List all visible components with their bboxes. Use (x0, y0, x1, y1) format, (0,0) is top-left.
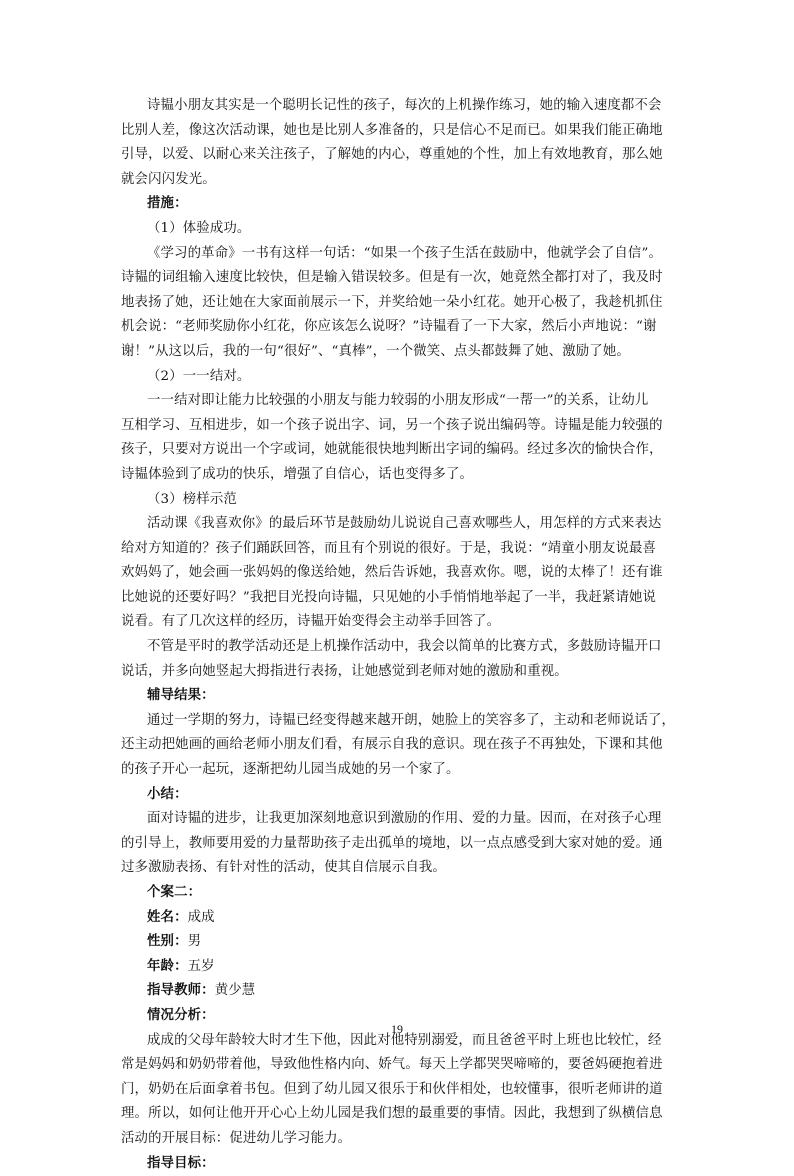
paragraph-line: 通过一学期的努力，诗韫已经变得越来越开朗，她脸上的笑容多了，主动和老师说话了， (147, 712, 676, 728)
paragraph-line: 成成的父母年龄较大时才生下他，因此对他特别溺爱，而且爸爸平时上班也比较忙，经 (147, 1032, 662, 1048)
paragraph-line: 一一结对即让能力比较强的小朋友与能力较弱的小朋友形成“一帮一”的关系，让幼儿 (147, 393, 649, 409)
page-number: 19 (391, 1022, 403, 1036)
section-heading: 辅导结果： (147, 688, 215, 704)
info-field (121, 979, 681, 1004)
paragraph-line: 诗韫体验到了成功的快乐，增强了自信心，话也变得多了。 (121, 466, 474, 482)
paragraph-line: 门，奶奶在后面拿着书包。但到了幼儿园又很乐于和伙伴相处，也较懂事，很听老师讲的道 (121, 1081, 663, 1097)
paragraph-line: （2）一一结对。 (147, 368, 251, 384)
paragraph-line: 说看。有了几次这样的经历，诗韫开始变得会主动举手回答了。 (121, 614, 501, 630)
document-body (121, 94, 681, 1176)
paragraph-line: 过多激励表扬、有针对性的活动，使其自信展示自我。 (121, 860, 446, 876)
paragraph-line: 说话，并多向她竖起大拇指进行表扬，让她感觉到老师对她的激励和重视。 (121, 663, 568, 679)
section-heading: 小结： (147, 786, 188, 802)
paragraph-line: 常是妈妈和奶奶带着他，导致他性格内向、娇气。每天上学都哭哭啼啼的，要爸妈硬抱着进 (121, 1057, 663, 1073)
info-field (121, 930, 681, 955)
paragraph-line: 的引导上，教师要用爱的力量帮助孩子走出孤单的境地，以一点点感受到大家对她的爱。通 (121, 835, 663, 851)
section-heading: 指导目标： (147, 1155, 215, 1171)
info-field-label: 年龄： (147, 958, 188, 974)
paragraph-line: 谢！”从这以后，我的一句“很好”、“真棒”，一个微笑、点头都鼓舞了她、激励了她。 (121, 343, 630, 359)
paragraph-line: 机会说：“老师奖励你小红花，你应该怎么说呀？”诗韫看了一下大家，然后小声地说：“谢 (121, 319, 657, 335)
paragraph-line: 比她说的还要好吗？”我把目光投向诗韫，只见她的小手悄悄地举起了一半，我赶紧请她说 (121, 589, 657, 605)
section-heading: 措施： (147, 196, 188, 212)
info-field-value: 男 (187, 934, 202, 950)
paragraph-line: 不管是平时的教学活动还是上机操作活动中，我会以简单的比赛方式，多鼓励诗韫开口 (147, 639, 662, 655)
paragraph-line: 诗韫的词组输入速度比较快，但是输入错误较多。但是有一次，她竟然全都打对了，我及时 (121, 270, 663, 286)
paragraph-line: （1）体验成功。 (147, 220, 251, 236)
paragraph-line: 地表扬了她，还让她在大家面前展示一下，并奖给她一朵小红花。她开心极了，我趁机抓住 (121, 294, 663, 310)
paragraph-line: 引导，以爱、以耐心来关注孩子，了解她的内心，尊重她的个性，加上有效地教育，那么她 (121, 147, 663, 163)
paragraph-line: 诗韫小朋友其实是一个聪明长记性的孩子，每次的上机操作练习，她的输入速度都不会 (147, 98, 662, 113)
info-field (121, 906, 681, 931)
info-field-label: 姓名： (147, 909, 188, 925)
info-field-value: 成成 (187, 909, 215, 925)
paragraph-line: 《学习的革命》一书有这样一句话：“如果一个孩子生活在鼓励中，他就学会了自信”。 (147, 245, 662, 261)
paragraph-line: 互相学习、互相进步，如一个孩子说出字、词，另一个孩子说出编码等。诗韫是能力较强的 (121, 417, 663, 433)
section-heading: 情况分析： (147, 1007, 215, 1023)
paragraph-line: 活动的开展目标：促进幼儿学习能力。 (121, 1130, 352, 1146)
paragraph-line: 还主动把她画的画给老师小朋友们看，有展示自我的意识。现在孩子不再独处，下课和其他 (121, 737, 663, 753)
paragraph-line: 理。所以，如何让他开开心心上幼儿园是我们想的最重要的事情。因此，我想到了纵横信息 (121, 1106, 663, 1122)
paragraph-line: 就会闪闪发光。 (121, 171, 216, 187)
paragraph-line: （3）榜样示范 (147, 491, 237, 507)
info-field-label: 性别： (147, 934, 188, 950)
paragraph-line: 的孩子开心一起玩，逐渐把幼儿园当成她的另一个家了。 (121, 762, 460, 778)
paragraph-line: 活动课《我喜欢你》的最后环节是鼓励幼儿说说自己喜欢哪些人，用怎样的方式来表达 (147, 516, 662, 532)
info-field-value: 黄少慧 (214, 983, 256, 999)
paragraph-line: 孩子，只要对方说出一个字或词，她就能很快地判断出字词的编码。经过多次的愉快合作， (121, 442, 663, 458)
paragraph-line: 比别人差，像这次活动课，她也是比别人多准备的，只是信心不足而已。如果我们能正确地 (121, 122, 663, 138)
paragraph-line: 面对诗韫的进步，让我更加深刻地意识到激励的作用、爱的力量。因而，在对孩子心理 (147, 811, 662, 827)
section-heading: 个案二： (147, 885, 202, 900)
paragraph-line: 给对方知道的？孩子们踊跃回答，而且有个别说的很好。于是，我说：“靖童小朋友说最喜 (121, 540, 657, 556)
info-field-label: 指导教师： (147, 983, 215, 999)
info-field-value: 五岁 (187, 958, 215, 974)
info-field (121, 955, 681, 980)
paragraph-line: 欢妈妈了，她会画一张妈妈的像送给她，然后告诉她，我喜欢你。嗯，说的太棒了！还有谁 (121, 565, 663, 581)
